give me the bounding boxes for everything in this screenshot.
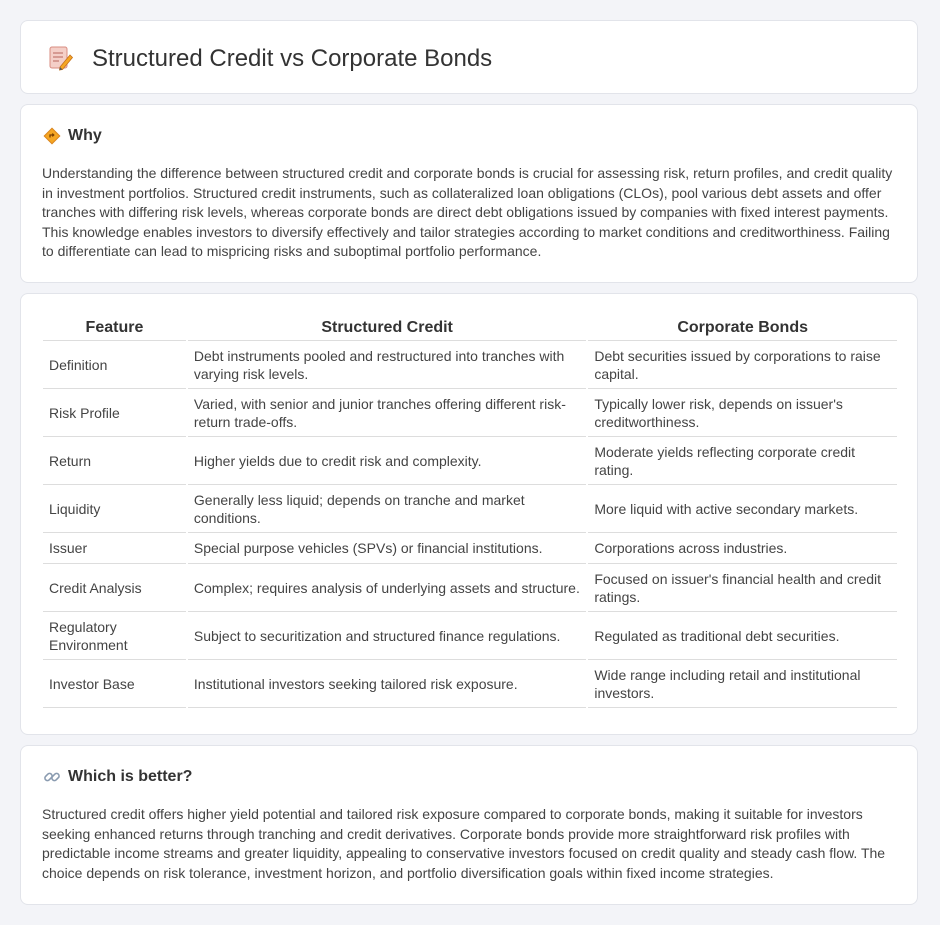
diamond-sign-icon [43, 127, 61, 145]
title-card [20, 20, 918, 94]
feature-cell: Liquidity [43, 485, 186, 533]
table-row [43, 389, 897, 437]
table-row [43, 612, 897, 660]
table-row [43, 533, 897, 564]
corporate-bonds-cell: Typically lower risk, depends on issuer's creditworthiness. [588, 389, 897, 437]
table-row [43, 341, 897, 389]
which-is-better-label: Which is better? [68, 768, 193, 785]
structured-credit-cell: Varied, with senior and junior tranches offering different risk-return trade-offs. [188, 389, 586, 437]
structured-credit-cell: Higher yields due to credit risk and complexity. [188, 437, 586, 485]
which-is-better-section [20, 745, 918, 905]
structured-credit-cell: Complex; requires analysis of underlying assets and structure. [188, 564, 586, 612]
comparison-table [41, 314, 899, 708]
corporate-bonds-cell: Wide range including retail and institutional investors. [588, 660, 897, 708]
feature-cell: Investor Base [43, 660, 186, 708]
column-header-feature: Feature [43, 314, 186, 341]
corporate-bonds-cell: More liquid with active secondary markets. [588, 485, 897, 533]
structured-credit-cell: Subject to securitization and structured finance regulations. [188, 612, 586, 660]
document-edit-icon [45, 43, 75, 73]
why-heading [43, 125, 102, 147]
which-is-better-heading [43, 766, 192, 788]
corporate-bonds-cell: Moderate yields reflecting corporate credit rating. [588, 437, 897, 485]
why-section [20, 104, 918, 283]
table-row [43, 485, 897, 533]
feature-cell: Definition [43, 341, 186, 389]
corporate-bonds-cell: Focused on issuer's financial health and credit ratings. [588, 564, 897, 612]
feature-cell: Issuer [43, 533, 186, 564]
feature-cell: Credit Analysis [43, 564, 186, 612]
page-title: Structured Credit vs Corporate Bonds [92, 45, 493, 72]
table-row [43, 564, 897, 612]
corporate-bonds-cell: Corporations across industries. [588, 533, 897, 564]
feature-cell: Return [43, 437, 186, 485]
structured-credit-cell: Debt instruments pooled and restructured into tranches with varying risk levels. [188, 341, 586, 389]
table-header-row [43, 314, 897, 341]
comparison-section [20, 293, 918, 735]
why-paragraph: Understanding the difference between structured credit and corporate bonds is crucial for assessing risk, return profiles, and credit quality in investment portfolios. Structured credit instruments, such as collateralized loan obligations (CLOs), pool various debt assets and offer tranches with differing risk levels, whereas corporate bonds are direct debt obligations issued by companies with fixed interest payments. This knowledge enables investors to diversify effectively and tailor strategies according to market conditions and creditworthiness. Failing to differentiate can lead to mispricing risks and suboptimal portfolio performance. [42, 165, 893, 260]
structured-credit-cell: Special purpose vehicles (SPVs) or financial institutions. [188, 533, 586, 564]
column-header-corporate-bonds: Corporate Bonds [588, 314, 897, 341]
feature-cell: Risk Profile [43, 389, 186, 437]
link-icon [43, 768, 61, 786]
structured-credit-cell: Institutional investors seeking tailored risk exposure. [188, 660, 586, 708]
which-is-better-paragraph: Structured credit offers higher yield potential and tailored risk exposure compared to corporate bonds, making it suitable for investors seeking enhanced returns through tranching and credit derivatives. Corporate bonds provide more straightforward risk profiles with predictable income streams and greater liquidity, appealing to conservative investors focused on credit quality and steady cash flow. The choice depends on risk tolerance, investment horizon, and portfolio diversification goals within fixed income strategies. [42, 806, 886, 881]
column-header-structured-credit: Structured Credit [188, 314, 586, 341]
corporate-bonds-cell: Debt securities issued by corporations to raise capital. [588, 341, 897, 389]
corporate-bonds-cell: Regulated as traditional debt securities. [588, 612, 897, 660]
table-row [43, 660, 897, 708]
table-row [43, 437, 897, 485]
why-heading-label: Why [68, 127, 102, 144]
feature-cell: Regulatory Environment [43, 612, 186, 660]
structured-credit-cell: Generally less liquid; depends on tranche and market conditions. [188, 485, 586, 533]
